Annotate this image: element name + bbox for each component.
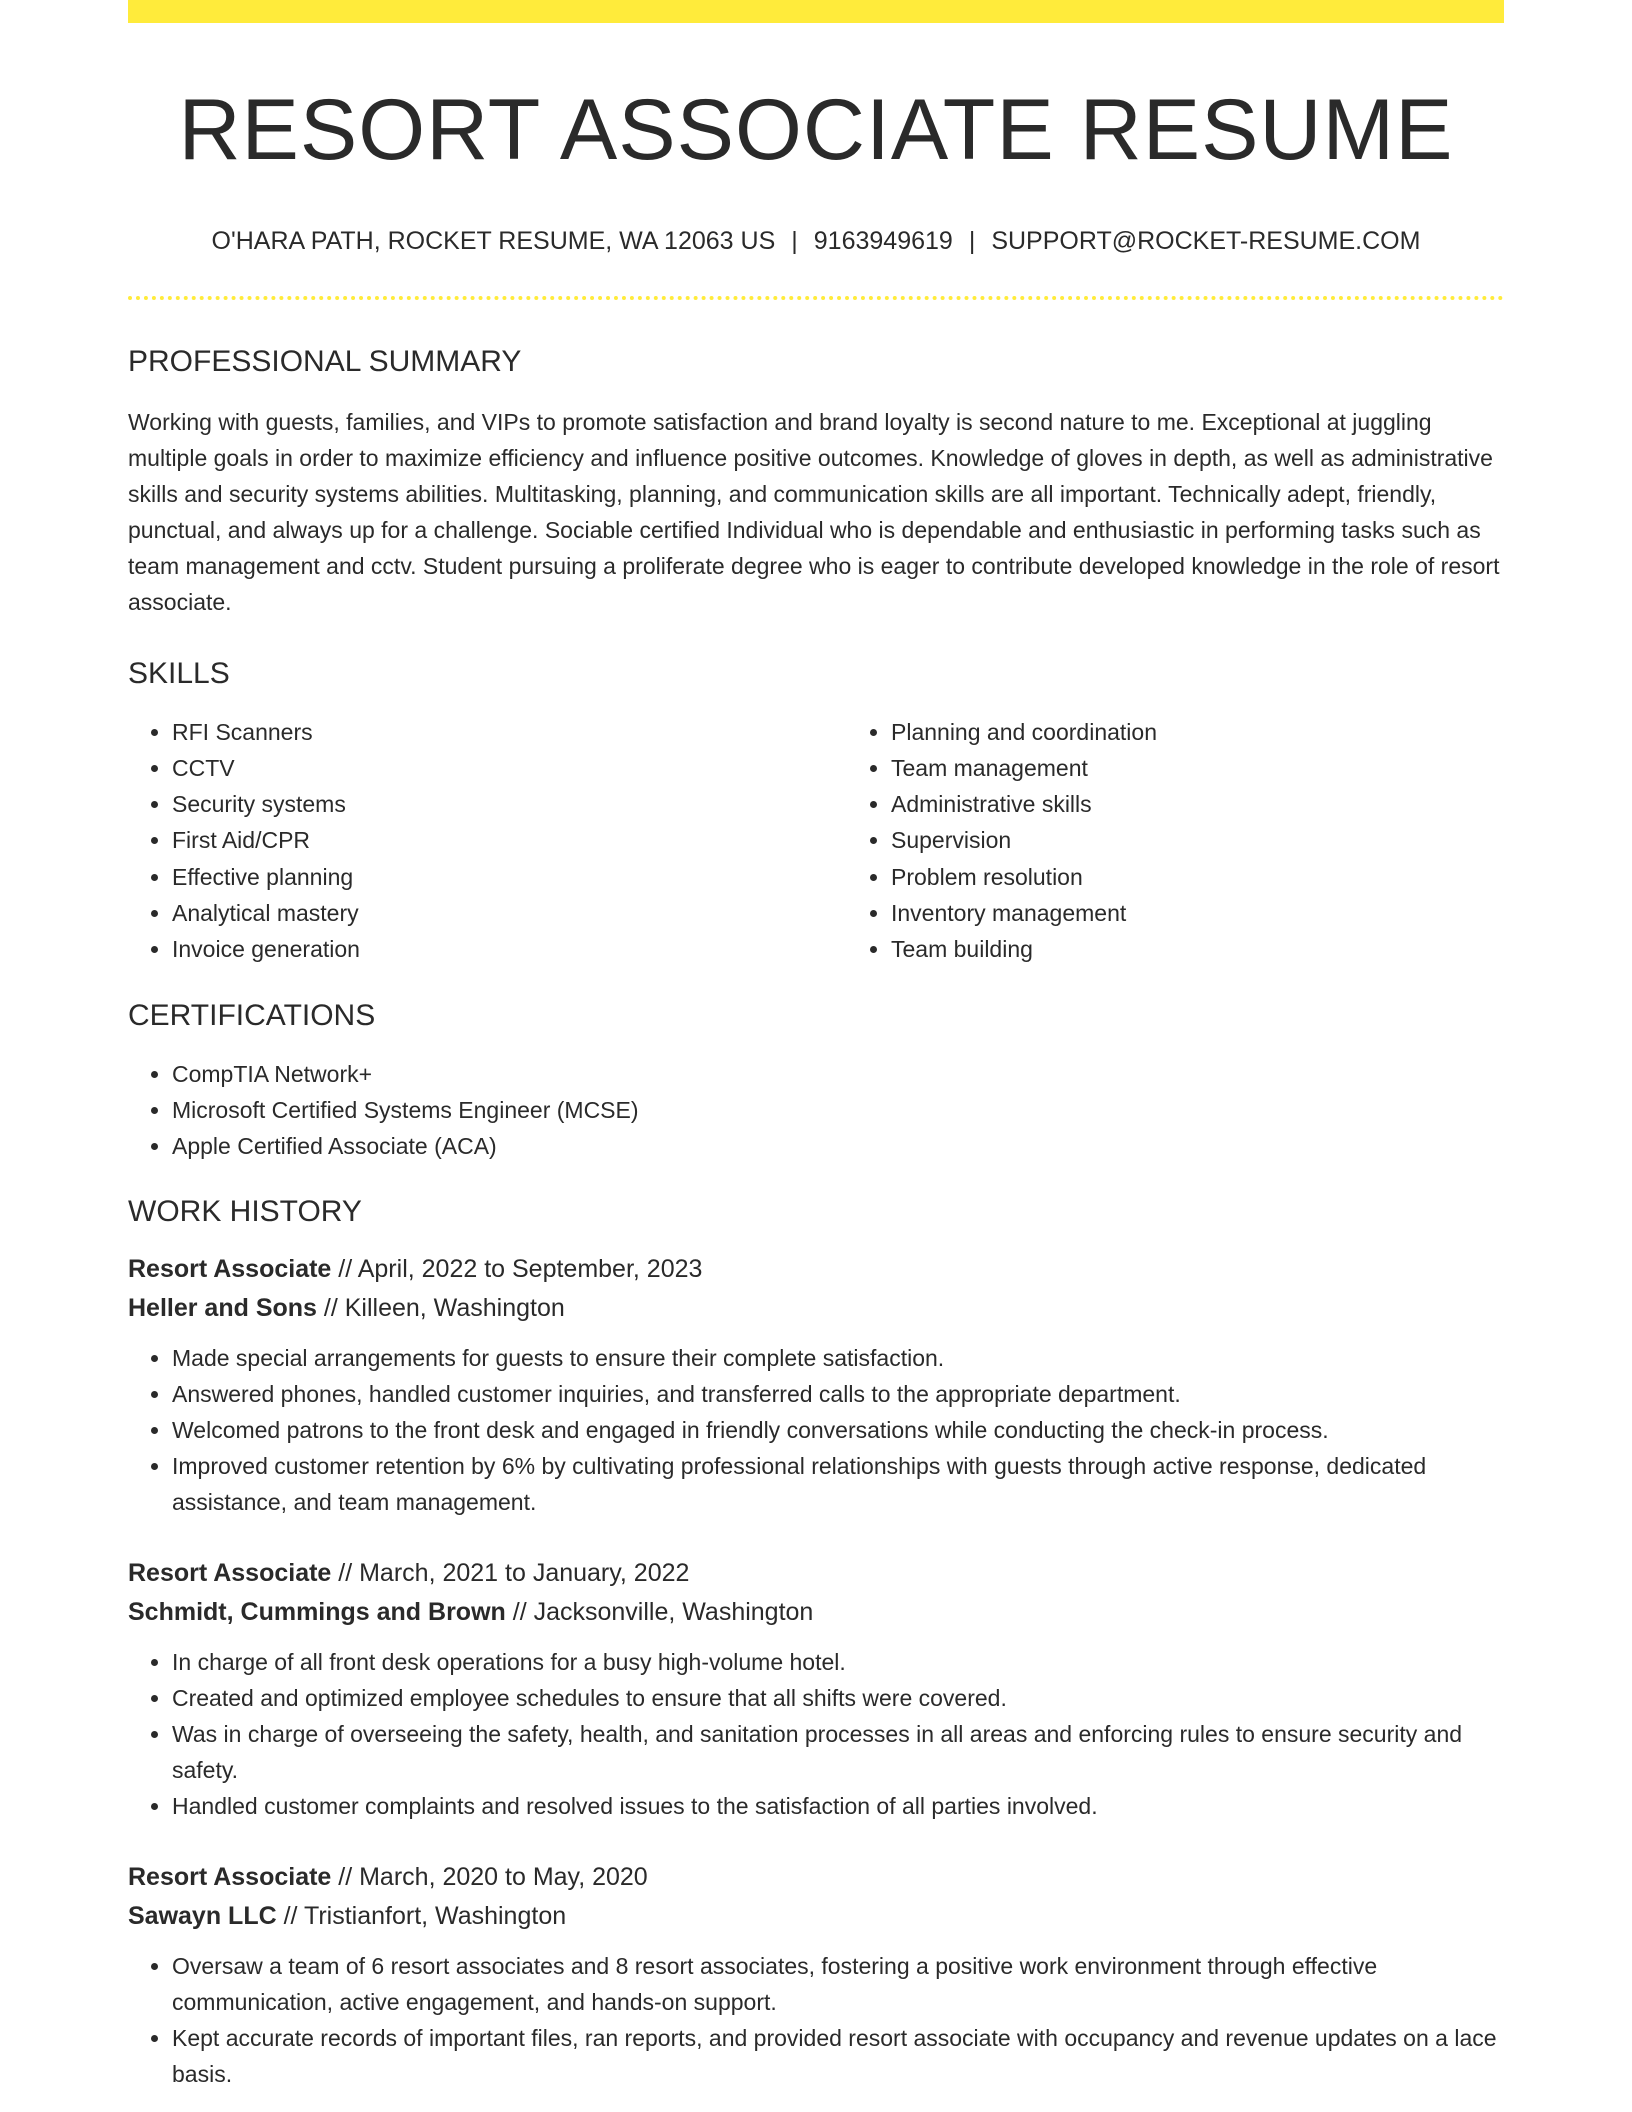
job-title-line [128,1858,1504,1897]
job-title-line [128,1554,1504,1593]
dotted-divider [128,296,1504,300]
list-item: • Problem resolution [891,859,1504,895]
job-entry [128,1250,1504,1520]
list-item: • Team management [891,750,1504,786]
list-item: • Created and optimized employee schedules to ensure that all shifts were covered. [172,1680,1504,1716]
job-dates: // March, 2020 to May, 2020 [331,1862,648,1891]
list-item: • Inventory management [891,895,1504,931]
list-item: • Handled customer complaints and resolved issues to the satisfaction of all parties involved. [172,1788,1504,1824]
job-role: Resort Associate [128,1558,332,1587]
contact-line [128,226,1504,256]
job-company-line [128,1289,1504,1328]
list-item: • Invoice generation [172,931,785,967]
list-item: • Improved customer retention by 6% by cultivating professional relationships with guests through active response, dedicated assistance, and team management. [172,1448,1504,1520]
summary-text: Working with guests, families, and VIPs to promote satisfaction and brand loyalty is second nature to me. Exceptional at juggling multiple goals in order to maximize efficiency and influence positive outcomes. Knowledge of gloves in depth, as well as administrative skills and security systems abilities. Multitasking, planning, and communication skills are all important. Technically adept, friendly, punctual, and always up for a challenge. Sociable certified Individual who is dependable and enthusiastic in performing tasks such as team management and cctv. Student pursuing a proliferate degree who is eager to contribute developed knowledge in the role of resort associate. [128,408,1500,615]
job-location: // Jacksonville, Washington [505,1597,814,1626]
list-item: • Welcomed patrons to the front desk and engaged in friendly conversations while conducting the check-in process. [172,1412,1504,1448]
job-company: Sawayn LLC [128,1901,277,1930]
job-bullets [128,1644,1504,1824]
list-item: • Administrative skills [891,786,1504,822]
list-item: • Oversaw a team of 6 resort associates and 8 resort associates, fostering a positive work environment through effective communication, active engagement, and hands-on support. [172,1948,1504,2020]
list-item: • RFI Scanners [172,714,785,750]
job-location: // Tristianfort, Washington [276,1901,567,1930]
certifications-list [128,1056,1504,1164]
list-item: • CompTIA Network+ [172,1056,1504,1092]
list-item: • Made special arrangements for guests to ensure their complete satisfaction. [172,1340,1504,1376]
list-item: • Security systems [172,786,785,822]
list-item: • First Aid/CPR [172,822,785,858]
job-entry [128,1858,1504,2092]
list-item: • Analytical mastery [172,895,785,931]
contact-separator: | [791,226,798,255]
contact-separator: | [968,226,976,255]
job-company-line [128,1593,1504,1632]
summary-heading: PROFESSIONAL SUMMARY [128,344,522,378]
job-company: Schmidt, Cummings and Brown [128,1597,506,1626]
list-item: • Answered phones, handled customer inquiries, and transferred calls to the appropriate department. [172,1376,1504,1412]
list-item: • Microsoft Certified Systems Engineer (MCSE) [172,1092,1504,1128]
certifications-heading: CERTIFICATIONS [128,998,376,1032]
skills-list [128,714,1504,968]
job-dates: // March, 2021 to January, 2022 [331,1558,690,1587]
list-item: • In charge of all front desk operations for a busy high-volume hotel. [172,1644,1504,1680]
list-item: • Apple Certified Associate (ACA) [172,1128,1504,1164]
job-role: Resort Associate [128,1254,332,1283]
list-item: • Kept accurate records of important files, ran reports, and provided resort associate with occupancy and revenue updates on a lace basis. [172,2020,1504,2092]
job-company-line [128,1897,1504,1936]
list-item: • CCTV [172,750,785,786]
job-location: // Killeen, Washington [316,1293,565,1322]
list-item: • Effective planning [172,859,785,895]
job-company: Heller and Sons [128,1293,317,1322]
job-dates: // April, 2022 to September, 2023 [331,1254,703,1283]
skills-column-right [785,714,1504,968]
skills-column-left [128,714,785,968]
list-item: • Supervision [891,822,1504,858]
job-role: Resort Associate [128,1862,332,1891]
job-title-line [128,1250,1504,1289]
contact-email: SUPPORT@ROCKET-RESUME.COM [991,226,1421,255]
contact-phone: 9163949619 [813,226,953,255]
resume-page [128,0,1504,2092]
accent-bar [128,0,1504,23]
skills-heading: SKILLS [128,656,230,690]
job-entry [128,1554,1504,1824]
job-bullets [128,1340,1504,1520]
contact-address: O'HARA PATH, ROCKET RESUME, WA 12063 US [211,226,776,255]
work-history-heading: WORK HISTORY [128,1194,362,1228]
resume-title: RESORT ASSOCIATE RESUME [178,82,1454,178]
list-item: • Was in charge of overseeing the safety, health, and sanitation processes in all areas and enforcing rules to ensure security and safety. [172,1716,1504,1788]
job-bullets [128,1948,1504,2092]
list-item: • Planning and coordination [891,714,1504,750]
list-item: • Team building [891,931,1504,967]
